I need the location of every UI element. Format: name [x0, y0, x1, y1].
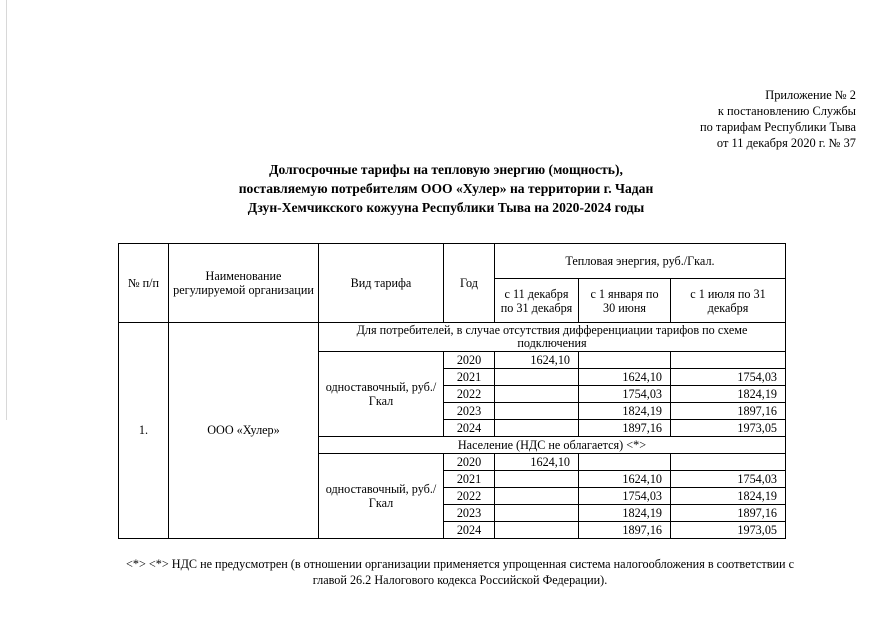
year-cell: 2021	[444, 471, 495, 488]
appendix-line-3: по тарифам Республики Тыва	[699, 120, 856, 134]
header-num: № п/п	[119, 244, 169, 323]
value-cell: 1754,03	[671, 471, 786, 488]
header-year: Год	[444, 244, 495, 323]
value-cell: 1624,10	[495, 454, 579, 471]
footnote: <*> <*> НДС не предусмотрен (в отношении организации применяется упрощенная система налогообложения в соответствии с главой 26.2 Налогового кодекса Российской Федерации).	[126, 557, 794, 587]
tariff-type-cell: одноставочный, руб./Гкал	[319, 454, 444, 539]
value-cell: 1624,10	[579, 369, 671, 386]
value-cell: 1824,19	[579, 403, 671, 420]
value-cell: 1824,19	[671, 488, 786, 505]
value-cell	[671, 352, 786, 369]
year-cell: 2023	[444, 505, 495, 522]
document-title	[0, 160, 892, 217]
section-label: Для потребителей, в случае отсутствия дифференциации тарифов по схеме подключения	[319, 323, 786, 352]
value-cell	[495, 369, 579, 386]
header-tariff-type: Вид тарифа	[319, 244, 444, 323]
value-cell	[495, 471, 579, 488]
section-label: Население (НДС не облагается) <*>	[319, 437, 786, 454]
value-cell	[579, 352, 671, 369]
appendix-line-2: к постановлению Службы	[717, 104, 856, 118]
year-cell: 2024	[444, 420, 495, 437]
value-cell: 1973,05	[671, 420, 786, 437]
value-cell	[495, 420, 579, 437]
header-period-3: с 1 июля по 31 декабря	[671, 279, 786, 323]
value-cell: 1824,19	[579, 505, 671, 522]
year-cell: 2021	[444, 369, 495, 386]
year-cell: 2020	[444, 352, 495, 369]
value-cell	[671, 454, 786, 471]
value-cell: 1824,19	[671, 386, 786, 403]
tariff-type-cell: одноставочный, руб./Гкал	[319, 352, 444, 437]
value-cell: 1897,16	[671, 505, 786, 522]
row-number: 1.	[119, 323, 169, 539]
value-cell: 1624,10	[579, 471, 671, 488]
value-cell: 1624,10	[495, 352, 579, 369]
year-cell: 2022	[444, 488, 495, 505]
value-cell: 1754,03	[579, 488, 671, 505]
value-cell: 1897,16	[579, 522, 671, 539]
value-cell	[495, 505, 579, 522]
value-cell	[495, 403, 579, 420]
title-line-1: Долгосрочные тарифы на тепловую энергию (мощность),	[269, 162, 623, 177]
value-cell: 1897,16	[671, 403, 786, 420]
title-line-3: Дзун-Хемчикского кожууна Республики Тыва на 2020-2024 годы	[247, 200, 645, 215]
tariff-table	[118, 243, 786, 539]
appendix-reference	[700, 87, 856, 151]
header-energy: Тепловая энергия, руб./Гкал.	[495, 244, 786, 279]
header-period-2: с 1 января по 30 июня	[579, 279, 671, 323]
value-cell: 1754,03	[579, 386, 671, 403]
appendix-line-4: от 11 декабря 2020 г. № 37	[716, 136, 856, 150]
value-cell	[495, 522, 579, 539]
title-line-2: поставляемую потребителям ООО «Хулер» на территории г. Чадан	[238, 181, 654, 196]
value-cell	[579, 454, 671, 471]
year-cell: 2023	[444, 403, 495, 420]
appendix-line-1: Приложение № 2	[765, 88, 856, 102]
value-cell: 1754,03	[671, 369, 786, 386]
value-cell: 1897,16	[579, 420, 671, 437]
header-org: Наименование регулируемой организации	[169, 244, 319, 323]
year-cell: 2024	[444, 522, 495, 539]
value-cell	[495, 488, 579, 505]
year-cell: 2022	[444, 386, 495, 403]
year-cell: 2020	[444, 454, 495, 471]
organization-name: ООО «Хулер»	[169, 323, 319, 539]
value-cell	[495, 386, 579, 403]
header-period-1: с 11 декабря по 31 декабря	[495, 279, 579, 323]
value-cell: 1973,05	[671, 522, 786, 539]
